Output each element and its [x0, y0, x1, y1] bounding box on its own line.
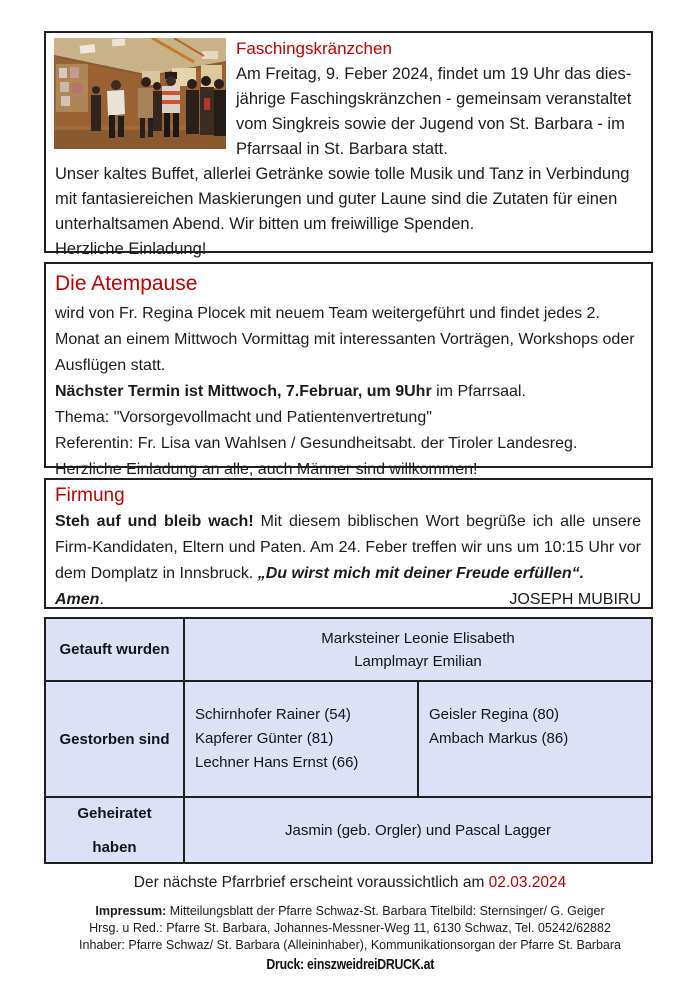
baptized-entry: Lamplmayr Emilian	[354, 652, 482, 670]
firmung-paragraph	[55, 509, 641, 587]
baptized-label: Getauft wurden	[45, 618, 184, 681]
impressum-line-3: Inhaber: Pfarre Schwaz/ St. Barbara (Alleininhaber), Kommunikationsorgan der Pfarre St. Barbara	[79, 938, 621, 952]
firmung-amen: Amen	[55, 591, 100, 608]
deceased-label: Gestorben sind	[45, 681, 184, 797]
section-faschingskraenzchen	[44, 31, 653, 258]
atempause-termin-rest: im Pfarrsaal.	[431, 383, 526, 400]
fasching-paragraph-1: Am Freitag, 9. Feber 2024, findet um 19 Uhr das diesjährige Faschingskränzchen - gemeinsam veranstaltet vom Singkreis sowie der Jugend von St. Barbara - im Pfarrsaal in St. Barbara statt.	[236, 65, 632, 158]
firmung-amen-line	[55, 587, 641, 613]
impressum-line-2: Hrsg. u Red.: Pfarre St. Barbara, Johannes-Messner-Weg 11, 6130 Schwaz, Tel. 05242/62882	[89, 921, 611, 935]
druck-line	[0, 956, 700, 974]
atempause-einladung: Herzliche Einladung an alle, auch Männer sind willkommen!	[55, 461, 478, 478]
married-label-line2: haben	[92, 838, 137, 856]
firmung-lead: Steh auf und bleib wach!	[55, 513, 254, 530]
section-title-firmung: Firmung	[55, 485, 125, 506]
married-entry: Jasmin (geb. Orgler) und Pascal Lagger	[184, 797, 652, 863]
druck-text: Druck: einszweidreiDRUCK.at	[266, 956, 434, 973]
married-label-line1: Geheiratet	[77, 804, 152, 822]
table-row-deceased	[45, 681, 652, 797]
married-label	[45, 797, 184, 863]
section-firmung	[44, 478, 653, 609]
deceased-entry: Schirnhofer Rainer (54)	[195, 706, 351, 723]
firmung-body: Mit diesem biblischen Wort begrüße ich alle unsere Firm-Kandidaten, Eltern und Paten. Am 24. Feber treffen wir uns um 10:15 Uhr vor dem Domplatz in Innsbruck.	[55, 513, 641, 582]
baptized-entries	[184, 618, 652, 681]
firmung-amen-dot: .	[99, 591, 104, 608]
impressum-line1-rest: Mitteilungsblatt der Pfarre Schwaz-St. Barbara Titelbild: Sternsinger/ G. Geiger	[166, 904, 605, 918]
next-issue-text: Der nächste Pfarrbrief erscheint voraussichtlich am	[133, 874, 489, 891]
atempause-thema: Thema: "Vorsorgevollmacht und Patientenvertretung"	[55, 409, 432, 426]
deceased-entry: Kapferer Günter (81)	[195, 730, 334, 747]
impressum-line-1	[0, 903, 700, 920]
fasching-paragraph-2: Unser kaltes Buffet, allerlei Getränke sowie tolle Musik und Tanz in Verbindung mit fantasiereichen Maskierungen und guter Laune sind die Zutaten für einen unterhaltsamen Abend. Wir bitten um freiwillige Spenden.	[55, 165, 630, 233]
impressum-block	[0, 903, 700, 954]
section-title-atempause: Die Atempause	[55, 272, 198, 295]
event-photo	[54, 38, 226, 149]
deceased-entry: Ambach Markus (86)	[429, 730, 569, 747]
atempause-intro: wird von Fr. Regina Plocek mit neuem Team weitergeführt und findet jedes 2. Monat an einem Mittwoch Vormittag mit interessanten Vorträgen, Workshops oder Ausflügen statt.	[55, 305, 635, 374]
atempause-referentin: Referentin: Fr. Lisa van Wahlsen / Gesundheitsabt. der Tiroler Landesreg.	[55, 435, 578, 452]
firmung-quote: „Du wirst mich mit deiner Freude erfüllen“.	[257, 565, 585, 582]
table-row-baptized	[45, 618, 652, 681]
atempause-termin	[55, 379, 641, 405]
deceased-column-1	[184, 681, 418, 797]
deceased-entry: Geisler Regina (80)	[429, 706, 560, 723]
deceased-entry: Lechner Hans Ernst (66)	[195, 754, 359, 771]
section-title-fasching: Faschingskränzchen	[236, 39, 392, 58]
next-issue-date: 02.03.2024	[488, 874, 567, 891]
firmung-signature: JOSEPH MUBIRU	[509, 591, 641, 608]
table-row-married	[45, 797, 652, 863]
baptized-entry: Marksteiner Leonie Elisabeth	[321, 629, 515, 647]
parish-registry-table	[44, 617, 653, 864]
fasching-paragraph-3: Herzliche Einladung!	[55, 240, 207, 258]
section-atempause	[44, 262, 653, 478]
atempause-termin-bold: Nächster Termin ist Mittwoch, 7.Februar, um 9Uhr	[55, 383, 432, 400]
next-issue-line	[0, 873, 700, 893]
deceased-column-2	[418, 681, 652, 797]
impressum-label: Impressum:	[95, 904, 167, 918]
